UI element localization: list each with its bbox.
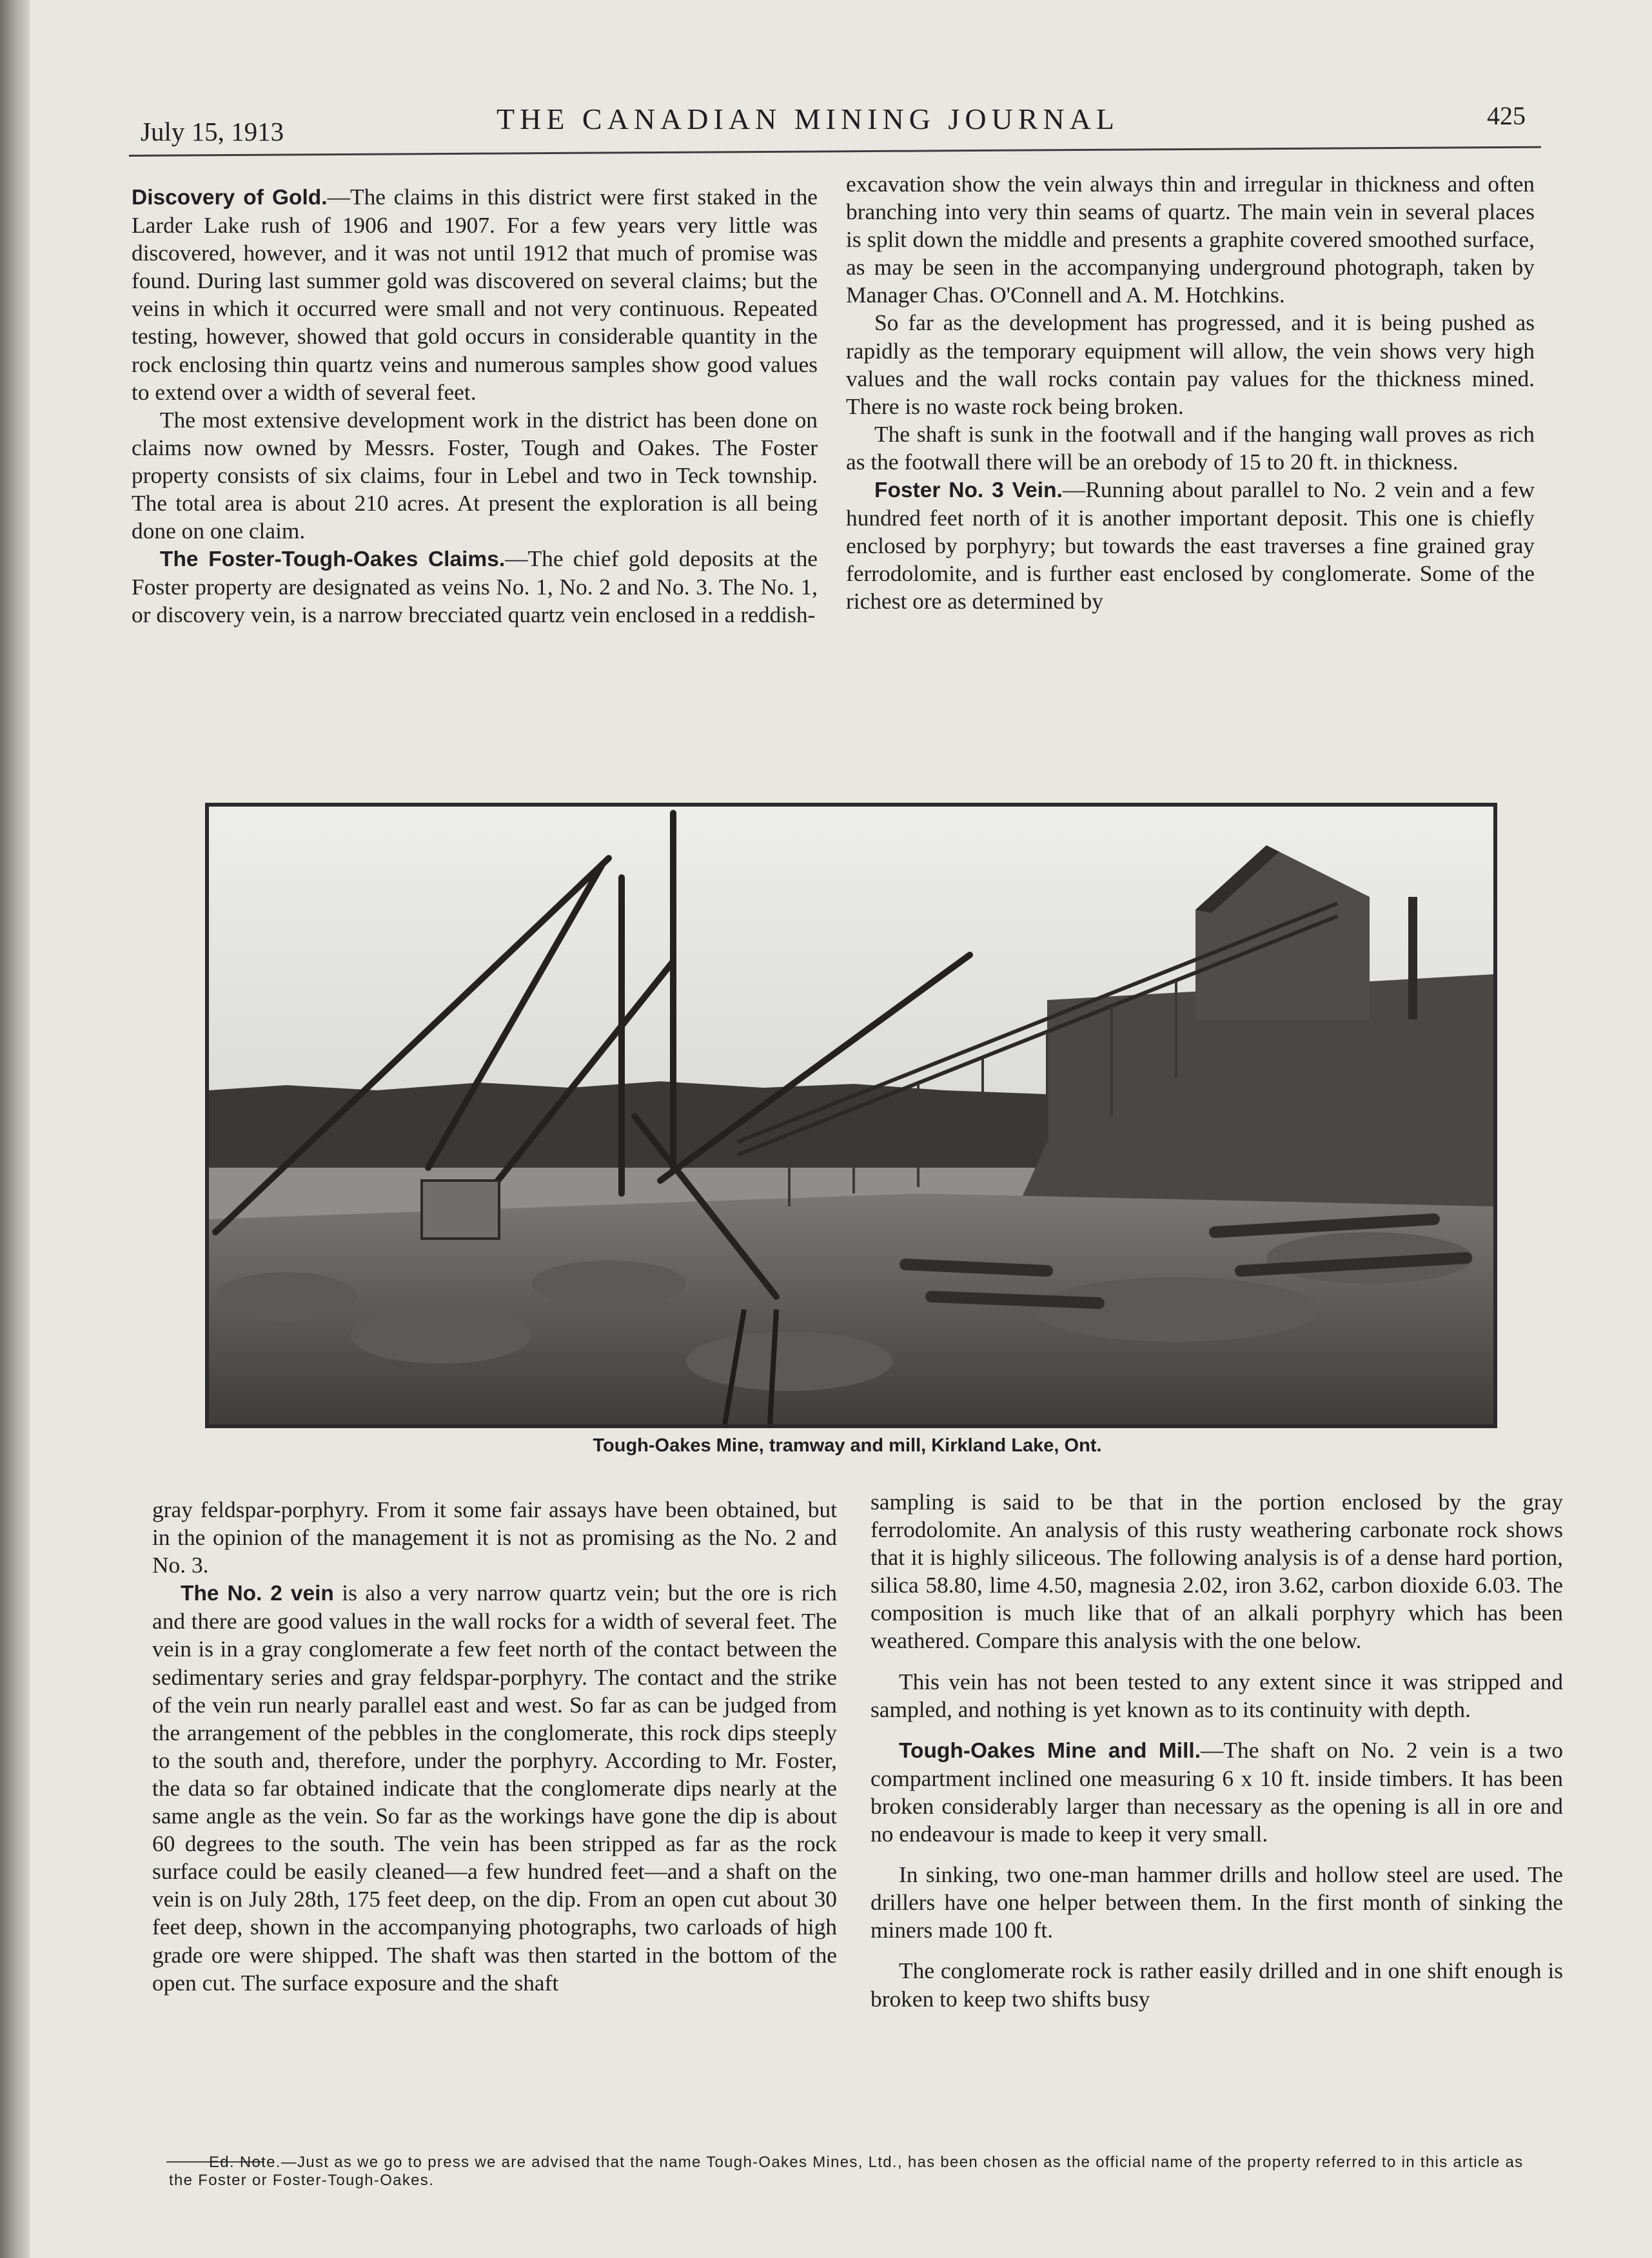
paragraph: Foster No. 3 Vein.—Running about parallel to No. 2 vein and a few hundred feet north of it is another important deposit. This one is chiefly enclosed by porphyry; but towards the east traverses a fine grained gray ferrodolomite, and is further east enclosed by conglomerate. Some of the richest ore as determined by [846,476,1535,614]
paragraph: The most extensive development work in the district has been done on claims now owned by Messrs. Foster, Tough and Oakes. The Foster property consists of six claims, four in Lebel and two in Teck township. The total area is about 210 acres. At present the exploration is all being done on one claim. [132,406,818,544]
column-bottom-left [152,1496,837,1997]
figure-caption: Tough-Oakes Mine, tramway and mill, Kirkland Lake, Ont. [593,1435,1102,1456]
paragraph: The shaft is sunk in the footwall and if the hanging wall proves as rich as the footwall there will be an orebody of 15 to 20 ft. in thickness. [846,420,1535,475]
paragraph: The No. 2 vein is also a very narrow quartz vein; but the ore is rich and there are good values in the wall rocks for a width of several feet. The vein is in a gray conglomerate a few feet north of the contact between the sedimentary series and gray feldspar-porphyry. The contact and the strike of the vein run nearly parallel east and west. So far as can be judged from the arrangement of the pebbles in the conglomerate, this rock dips steeply to the south and, therefore, under the porphyry. According to Mr. Foster, the data so far obtained indicate that the conglomerate dips nearly at the same angle as the vein. So far as the workings have gone the dip is about 60 degrees to the south. The vein has been stripped as far as the rock surface could be easily cleaned—a few hundred feet—and a shaft on the vein is on July 28th, 175 feet deep, on the dip. From an open cut about 30 feet deep, shown in the accompanying photographs, two carloads of high grade ore were shipped. The shaft was then started in the bottom of the open cut. The surface exposure and the shaft [152,1580,837,1996]
mine-photograph [205,803,1497,1428]
section-heading: The Foster-Tough-Oakes Claims. [160,547,506,572]
paragraph: Tough-Oakes Mine and Mill.—The shaft on No. 2 vein is a two compartment inclined one measuring 6 x 10 ft. inside timbers. It has been broken considerably larger than necessary as the opening is all in ore and no endeavour is made to keep it very small. [870,1736,1563,1847]
paragraph: So far as the development has progressed, and it is being pushed as rapidly as the temporary equipment will allow, the vein shows very high values and the wall rocks contain pay values for the thickness mined. There is no waste rock being broken. [846,309,1535,419]
paragraph: In sinking, two one-man hammer drills and hollow steel are used. The drillers have one helper between them. In the first month of sinking the miners made 100 ft. [870,1861,1563,1943]
editor-footnote [169,2154,1542,2190]
footnote-text: Ed. Note.—Just as we go to press we are advised that the name Tough-Oakes Mines, Ltd., has been chosen as the official name of the property referred to in this article as the Foster or Foster-Tough-Oakes. [169,2154,1524,2189]
section-heading: The No. 2 vein [181,1582,334,1606]
paragraph: The conglomerate rock is rather easily drilled and in one shift enough is broken to keep two shifts busy [870,1958,1563,2012]
paragraph: excavation show the vein always thin and irregular in thickness and often branching into very thin seams of quartz. The main vein in several places is split down the middle and presents a graphite covered smoothed surface, as may be seen in the accompanying underground photograph, taken by Manager Chas. O'Connell and A. M. Hotchkins. [846,171,1535,308]
section-heading: Foster No. 3 Vein. [874,478,1063,503]
photo-illustration [209,807,1493,1424]
page-gutter-shadow [0,0,30,2258]
section-heading: Tough-Oakes Mine and Mill. [899,1738,1201,1763]
header-date: July 15, 1913 [141,117,284,146]
column-bottom-right [870,1488,1563,2013]
paragraph: Discovery of Gold.—The claims in this district were first staked in the Larder Lake rush of 1906 and 1907. For a few years very little was discovered, however, and it was not until 1912 that much of promise was found. During last summer gold was discovered on several claims; but the veins in which it occurred were small and not very continuous. Repeated testing, however, showed that gold occurs in considerable quantity in the rock enclosing thin quartz veins and numerous samples show good values to extend over a width of several feet. [132,184,818,405]
column-top-left [132,183,818,629]
paragraph: gray feldspar-porphyry. From it some fair assays have been obtained, but in the opinion of the management it is not as promising as the No. 2 and No. 3. [152,1497,837,1578]
paragraph: sampling is said to be that in the portion enclosed by the gray ferrodolomite. An analysis of this rusty weathering carbonate rock shows that it is highly siliceous. The following analysis is of a dense hard portion, silica 58.80, lime 4.50, magnesia 2.02, iron 3.62, carbon dioxide 6.03. The composition is much like that of an alkali porphyry which has been weathered. Compare this analysis with the one below. [870,1489,1563,1654]
section-heading: Discovery of Gold. [132,186,328,210]
paragraph: This vein has not been tested to any extent since it was stripped and sampled, and nothing is yet known as to its continuity with depth. [870,1668,1563,1722]
column-top-right [846,170,1535,616]
header-page-number: 425 [1487,101,1526,130]
paragraph: The Foster-Tough-Oakes Claims.—The chief gold deposits at the Foster property are designated as veins No. 1, No. 2 and No. 3. The No. 1, or discovery vein, is a narrow brecciated quartz vein enclosed in a reddish- [132,545,818,628]
header-journal-title: THE CANADIAN MINING JOURNAL [497,103,1119,135]
